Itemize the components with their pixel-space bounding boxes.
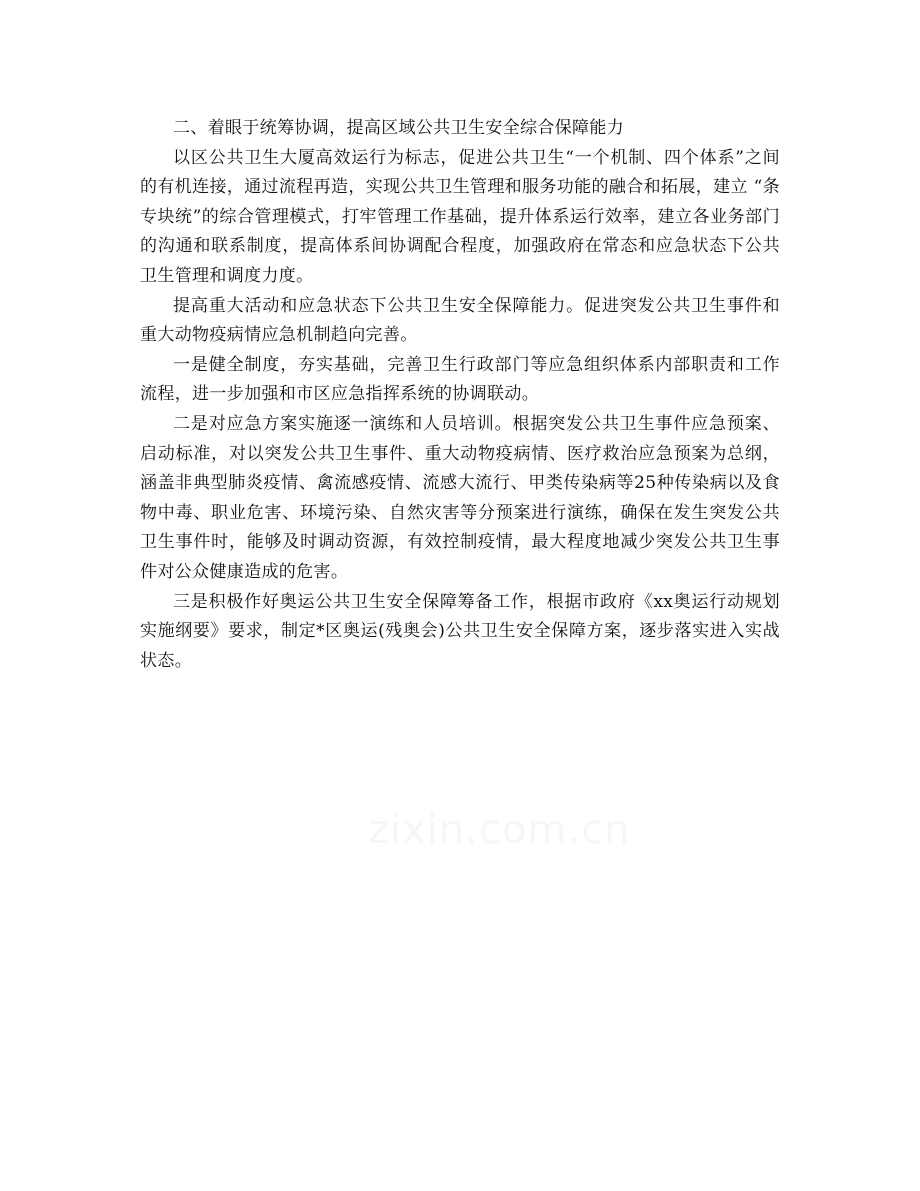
paragraph-third-measure: 三是积极作好奥运公共卫生安全保障筹备工作，根据市政府《xx奥运行动规划实施纲要》要求，制定*区奥运(残奥会)公共卫生安全保障方案，逐步落实进入实战状态。 bbox=[140, 591, 780, 671]
section-heading: 二、着眼于统筹协调，提高区域公共卫生安全综合保障能力 bbox=[173, 118, 625, 138]
paragraph-second-measure: 二是对应急方案实施逐一演练和人员培训。根据突发公共卫生事件应急预案、启动标准，对以突发公共卫生事件、重大动物疫病情、医疗救治应急预案为总纲，涵盖非典型肺炎疫情、禽流感疫情、流感大流行、甲类传染病等25种传染病以及食物中毒、职业危害、环境污染、自然灾害等分预案进行演练，确保在发生突发公共卫生事件时，能够及时调动资源，有效控制疫情，最大程度地减少突发公共卫生事件对公众健康造成的危害。 bbox=[140, 413, 780, 582]
document-body bbox=[140, 114, 780, 676]
paragraph-emergency-capacity: 提高重大活动和应急状态下公共卫生安全保障能力。促进突发公共卫生事件和重大动物疫病情应急机制趋向完善。 bbox=[140, 295, 780, 346]
paragraph-public-health-building: 以区公共卫生大厦高效运行为标志，促进公共卫生“一个机制、四个体系”之间的有机连接，通过流程再造，实现公共卫生管理和服务功能的融合和拓展，建立 “条专块统”的综合管理模式，打牢管理工作基础，提升体系运行效率，建立各业务部门的沟通和联系制度，提高体系间协调配合程度，加强政府在常态和应急状态下公共卫生管理和调度力度。 bbox=[140, 147, 780, 286]
paragraph-first-measure: 一是健全制度，夯实基础，完善卫生行政部门等应急组织体系内部职责和工作流程，进一步加强和市区应急指挥系统的协调联动。 bbox=[140, 354, 780, 405]
watermark bbox=[368, 807, 630, 853]
